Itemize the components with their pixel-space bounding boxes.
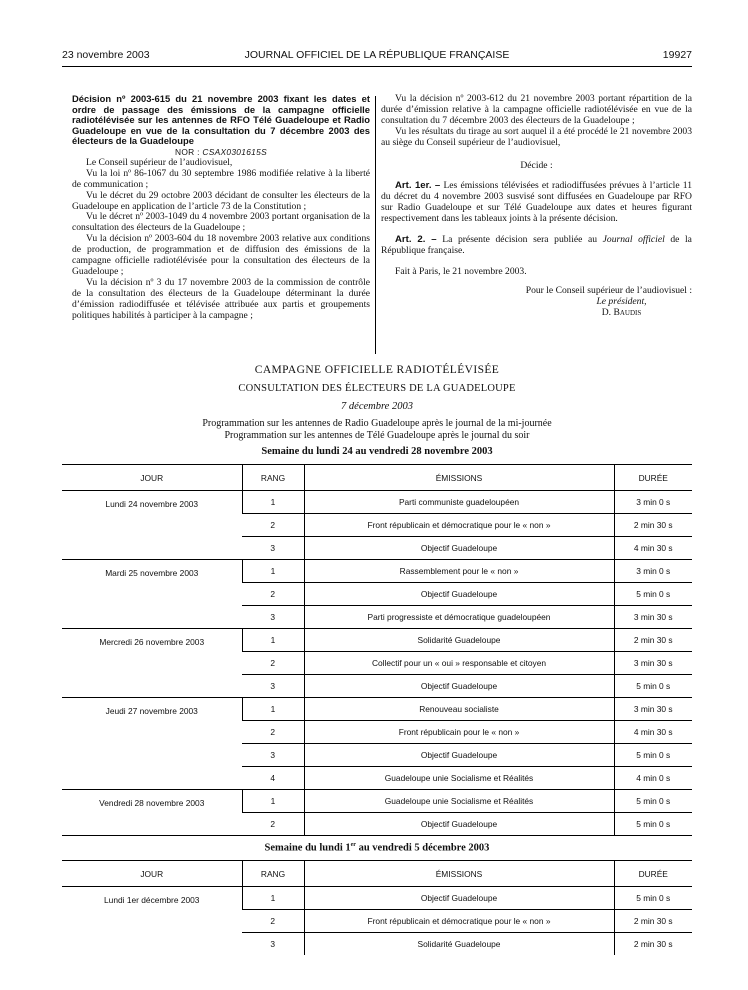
signature-role	[381, 297, 692, 308]
signature-role-text: Le président,	[596, 295, 647, 307]
rank-cell: 4	[242, 767, 304, 790]
day-cell: Lundi 1er décembre 2003	[62, 887, 242, 956]
table-row	[62, 491, 692, 514]
article-2-label: Art. 2. –	[395, 234, 437, 246]
duration-cell: 3 min 30 s	[614, 606, 692, 629]
done-at: Fait à Paris, le 21 novembre 2003.	[395, 265, 527, 277]
rank-cell: 2	[242, 910, 304, 933]
header-date: 23 novembre 2003	[62, 49, 150, 61]
programming-radio: Programmation sur les antennes de Radio Guadeloupe après le journal de la mi-journée	[202, 418, 552, 429]
duration-cell: 3 min 0 s	[614, 560, 692, 583]
table-row	[62, 560, 692, 583]
duration-cell: 4 min 0 s	[614, 767, 692, 790]
running-header	[62, 49, 692, 63]
week1-title: Semaine du lundi 24 au vendredi 28 novembre 2003	[261, 446, 493, 457]
rank-cell: 2	[242, 652, 304, 675]
emission-cell: Rassemblement pour le « non »	[304, 560, 614, 583]
signature-name: D. Baudis	[601, 306, 642, 318]
week2-title	[62, 842, 692, 854]
table-header-row	[62, 861, 692, 887]
column-separator	[375, 96, 376, 354]
table-header-row	[62, 465, 692, 491]
emission-cell: Objectif Guadeloupe	[304, 583, 614, 606]
considerant: Vu la décision nº 2003-612 du 21 novembre 2003 portant répartition de la durée d’émission relative à la campagne officielle radiotélévisée en vue de la consultation du 7 décembre 2003 des électeurs de la Guadeloupe ;	[381, 93, 692, 126]
week2-table	[62, 860, 692, 955]
emission-cell: Front républicain et démocratique pour le « non »	[304, 910, 614, 933]
rank-cell: 2	[242, 514, 304, 537]
rank-cell: 2	[242, 721, 304, 744]
article-2-text-end: de la République française.	[381, 234, 692, 256]
article-1-label: Art. 1er. –	[395, 180, 441, 192]
col-header-rang: RANG	[242, 465, 304, 491]
col-header-emissions: ÉMISSIONS	[304, 861, 614, 887]
rank-cell: 1	[242, 887, 304, 910]
considerant: Vu la loi nº 86-1067 du 30 septembre 1986 modifiée relative à la liberté de communication ;	[72, 167, 370, 190]
rank-cell: 3	[242, 606, 304, 629]
duration-cell: 3 min 0 s	[614, 491, 692, 514]
col-header-rang: RANG	[242, 861, 304, 887]
emission-cell: Front républicain et démocratique pour le « non »	[304, 514, 614, 537]
decision-right-column	[381, 94, 692, 319]
rank-cell: 3	[242, 933, 304, 956]
emission-cell: Parti progressiste et démocratique guadeloupéen	[304, 606, 614, 629]
table-row	[62, 790, 692, 813]
emission-cell: Objectif Guadeloupe	[304, 675, 614, 698]
duration-cell: 5 min 0 s	[614, 887, 692, 910]
header-page-number: 19927	[662, 49, 692, 61]
duration-cell: 5 min 0 s	[614, 813, 692, 836]
col-header-duree: DURÉE	[614, 861, 692, 887]
article-1-text: Les émissions télévisées et radiodiffusées prévues à l’article 11 du décret du 4 novembre 2003 susvisé sont diffusées en Guadeloupe par RFO sur Radio Guadeloupe et sur Télé Guadeloupe aux dates et heures figurant respectivement dans les tableaux joints à la présente décision.	[381, 180, 692, 225]
rank-cell: 3	[242, 675, 304, 698]
rank-cell: 1	[242, 698, 304, 721]
emission-cell: Objectif Guadeloupe	[304, 887, 614, 910]
nor-code: CSAX0301615S	[202, 146, 267, 157]
programming-tele: Programmation sur les antennes de Télé Guadeloupe après le journal du soir	[224, 429, 530, 441]
rank-cell: 1	[242, 560, 304, 583]
duration-cell: 2 min 30 s	[614, 933, 692, 956]
article-2-text: La présente décision sera publiée au	[442, 234, 598, 246]
rank-cell: 3	[242, 537, 304, 560]
rank-cell: 1	[242, 491, 304, 514]
journal-officiel-italic: Journal officiel	[602, 234, 665, 246]
emission-cell: Objectif Guadeloupe	[304, 813, 614, 836]
campaign-subtitle: CONSULTATION DES ÉLECTEURS DE LA GUADELOUPE	[238, 383, 516, 394]
duration-cell: 4 min 30 s	[614, 721, 692, 744]
duration-cell: 5 min 0 s	[614, 583, 692, 606]
article-1	[381, 181, 692, 225]
considerant: Vu les résultats du tirage au sort auquel il a été procédé le 21 novembre 2003 au siège du Conseil supérieur de l’audiovisuel,	[381, 125, 692, 148]
emission-cell: Guadeloupe unie Socialisme et Réalités	[304, 790, 614, 813]
emission-cell: Renouveau socialiste	[304, 698, 614, 721]
table-row	[62, 629, 692, 652]
article-2	[381, 235, 692, 257]
week2-title-start: Semaine du lundi 1	[264, 842, 351, 854]
duration-cell: 5 min 0 s	[614, 790, 692, 813]
duration-cell: 2 min 30 s	[614, 514, 692, 537]
considerant: Vu la décision nº 3 du 17 novembre 2003 de la commission de contrôle de la consultation des électeurs de la Guadeloupe déterminant la durée d’émission radiodiffusée et télévisée attribuée aux partis et groupements politiques habilités à participer à la campagne ;	[72, 276, 370, 321]
emission-cell: Front républicain pour le « non »	[304, 721, 614, 744]
week2-title-sup: er	[350, 842, 356, 848]
emission-cell: Collectif pour un « oui » responsable et citoyen	[304, 652, 614, 675]
rank-cell: 2	[242, 813, 304, 836]
considerant: Vu le décret du 29 octobre 2003 décidant de consulter les électeurs de la Guadeloupe en application de l’article 73 de la Constitution ;	[72, 189, 370, 212]
duration-cell: 4 min 30 s	[614, 537, 692, 560]
considerant: Vu la décision nº 2003-604 du 18 novembre 2003 relative aux conditions de production, de programmation et de diffusion des émissions de la campagne officielle radiotélévisée pour la consultation des électeurs de la Guadeloupe ;	[72, 233, 370, 277]
considerant: Vu le décret nº 2003-1049 du 4 novembre 2003 portant organisation de la consultation des électeurs de la Guadeloupe ;	[72, 211, 370, 234]
duration-cell: 5 min 0 s	[614, 675, 692, 698]
table-row	[62, 698, 692, 721]
col-header-duree: DURÉE	[614, 465, 692, 491]
emission-cell: Objectif Guadeloupe	[304, 537, 614, 560]
emission-cell: Solidarité Guadeloupe	[304, 933, 614, 956]
day-cell: Mardi 25 novembre 2003	[62, 560, 242, 629]
duration-cell: 2 min 30 s	[614, 629, 692, 652]
decide-heading: Décide :	[520, 159, 553, 171]
duration-cell: 3 min 30 s	[614, 652, 692, 675]
nor-label: NOR :	[174, 146, 200, 157]
emission-cell: Guadeloupe unie Socialisme et Réalités	[304, 767, 614, 790]
decision-left-column	[72, 94, 370, 321]
programming-lines	[62, 418, 692, 441]
header-journal-title: JOURNAL OFFICIEL DE LA RÉPUBLIQUE FRANÇAISE	[244, 49, 510, 61]
table-row	[62, 887, 692, 910]
week2-body	[62, 887, 692, 956]
considerant: Le Conseil supérieur de l’audiovisuel,	[86, 156, 233, 168]
week2-title-end: au vendredi 5 décembre 2003	[355, 842, 490, 854]
day-cell: Jeudi 27 novembre 2003	[62, 698, 242, 790]
col-header-jour: JOUR	[62, 861, 242, 887]
day-cell: Vendredi 28 novembre 2003	[62, 790, 242, 836]
day-cell: Mercredi 26 novembre 2003	[62, 629, 242, 698]
duration-cell: 3 min 30 s	[614, 698, 692, 721]
rank-cell: 3	[242, 744, 304, 767]
header-rule	[62, 66, 692, 67]
campaign-title: CAMPAGNE OFFICIELLE RADIOTÉLÉVISÉE	[254, 364, 500, 376]
emission-cell: Parti communiste guadeloupéen	[304, 491, 614, 514]
duration-cell: 2 min 30 s	[614, 910, 692, 933]
day-cell: Lundi 24 novembre 2003	[62, 491, 242, 560]
signature-line: Pour le Conseil supérieur de l’audiovisuel :	[525, 284, 692, 296]
col-header-jour: JOUR	[62, 465, 242, 491]
rank-cell: 1	[242, 790, 304, 813]
decision-title: Décision nº 2003-615 du 21 novembre 2003 fixant les dates et ordre de passage des émissions de la campagne officielle radiotélévisée sur les antennes de RFO Télé Guadeloupe et Radio Guadeloupe en vue de la consultation du 7 décembre 2003 des électeurs de la Guadeloupe	[72, 93, 370, 147]
week1-table	[62, 464, 692, 836]
duration-cell: 5 min 0 s	[614, 744, 692, 767]
rank-cell: 2	[242, 583, 304, 606]
rank-cell: 1	[242, 629, 304, 652]
emission-cell: Objectif Guadeloupe	[304, 744, 614, 767]
emission-cell: Solidarité Guadeloupe	[304, 629, 614, 652]
week1-body	[62, 491, 692, 836]
col-header-emissions: ÉMISSIONS	[304, 465, 614, 491]
campaign-date: 7 décembre 2003	[341, 401, 413, 412]
